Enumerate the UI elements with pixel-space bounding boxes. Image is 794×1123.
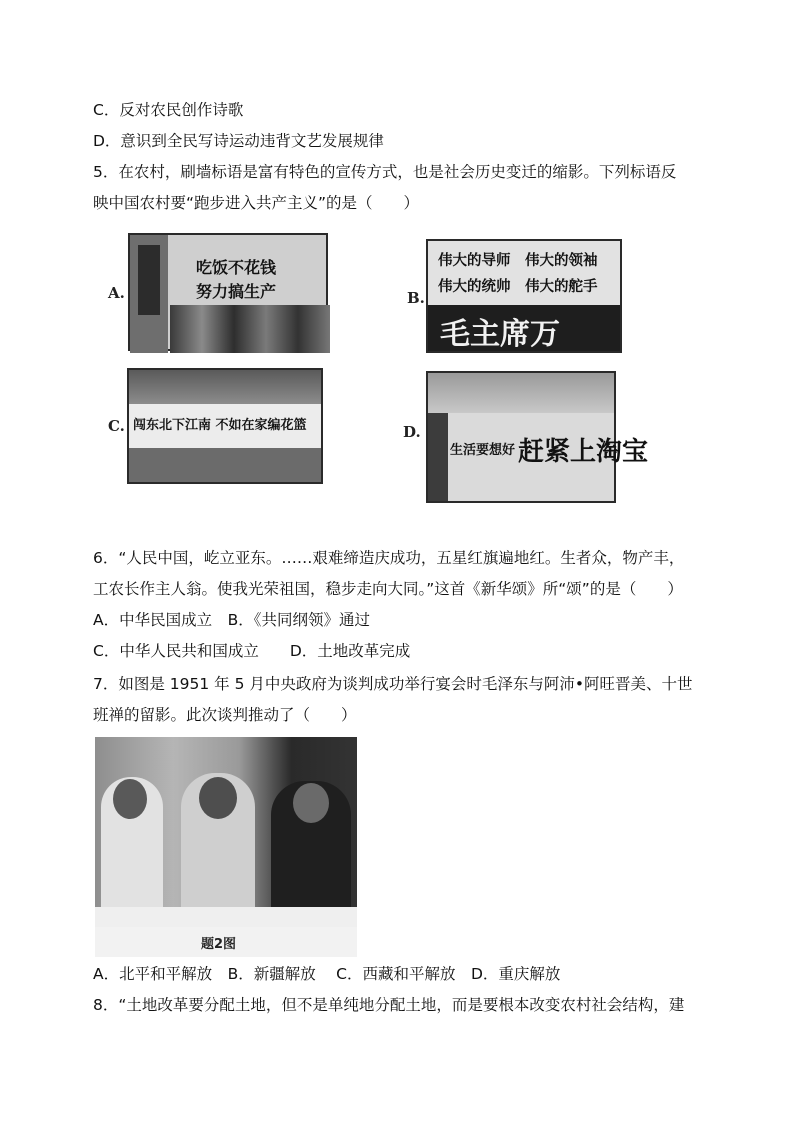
q5-photo-c bbox=[127, 368, 323, 484]
q5-b-slogan-3: 毛主席万 bbox=[440, 317, 560, 352]
question-6-options-cd: C．中华人民共和国成立 D．土地改革完成 bbox=[93, 642, 411, 660]
question-6-line-2: 工农长作主人翁。使我光荣祖国，稳步走向大同。”这首《新华颂》所“颂”的是（ ） bbox=[93, 580, 683, 598]
q5-c-slogan: 闯东北下江南 不如在家编花篮 bbox=[133, 418, 307, 433]
q5-d-slogan-1: 生活要想好 bbox=[450, 443, 516, 458]
q5-a-slogan-2: 努力搞生产 bbox=[196, 282, 277, 301]
q5-b-slogan-1: 伟大的导师 伟大的领袖 bbox=[438, 252, 598, 269]
q5-d-slogan-2: 赶紧上淘宝 bbox=[518, 437, 649, 467]
q5-label-c: C. bbox=[108, 417, 125, 435]
question-6-options-ab: A．中华民国成立 B．《共同纲领》通过 bbox=[93, 611, 370, 629]
question-7-options: A．北平和平解放 B．新疆解放 C．西藏和平解放 D．重庆解放 bbox=[93, 965, 561, 983]
q7-photo bbox=[95, 737, 357, 957]
q5-label-b: B. bbox=[407, 289, 425, 307]
question-6-line-1: 6．“人民中国，屹立亚东。……艰难缔造庆成功，五星红旗遍地红。生者众，物产丰， bbox=[93, 549, 685, 567]
q5-label-d: D. bbox=[403, 423, 421, 441]
q5-photo-d bbox=[426, 371, 649, 503]
option-c-q4: C．反对农民创作诗歌 bbox=[93, 101, 244, 119]
q5-a-slogan-1: 吃饭不花钱 bbox=[196, 258, 277, 277]
question-7-line-1: 7．如图是 1951 年 5 月中央政府为谈判成功举行宴会时毛泽东与阿沛•阿旺晋美、十世 bbox=[93, 675, 693, 693]
option-d-q4: D．意识到全民写诗运动违背文艺发展规律 bbox=[93, 132, 384, 150]
question-5-line-2: 映中国农村要“跑步进入共产主义”的是（ ） bbox=[93, 194, 420, 212]
q7-photo-caption: 题2图 bbox=[201, 937, 237, 952]
q5-label-a: A. bbox=[108, 284, 125, 302]
q5-photo-a bbox=[128, 233, 328, 351]
question-7-line-2: 班禅的留影。此次谈判推动了（ ） bbox=[93, 706, 357, 724]
question-5-line-1: 5．在农村，刷墙标语是富有特色的宣传方式，也是社会历史变迁的缩影。下列标语反 bbox=[93, 163, 677, 181]
q5-photo-b bbox=[426, 239, 622, 353]
question-8-line-1: 8．“土地改革要分配土地，但不是单纯地分配土地，而是要根本改变农村社会结构，建 bbox=[93, 996, 685, 1014]
q5-b-slogan-2: 伟大的统帅 伟大的舵手 bbox=[438, 278, 598, 295]
